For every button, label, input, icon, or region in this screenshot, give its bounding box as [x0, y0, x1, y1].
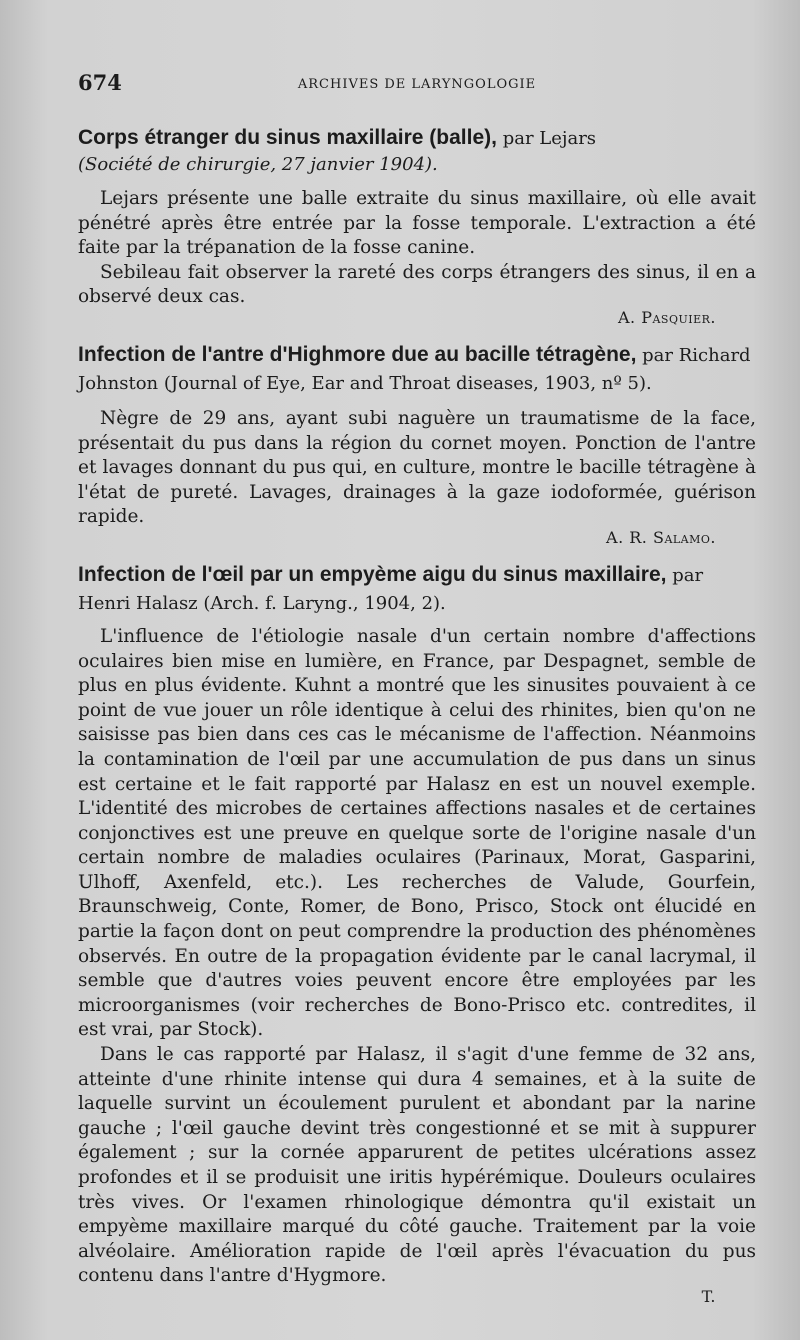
article-title: Corps étranger du sinus maxillaire (balle),	[78, 126, 497, 149]
paragraph: Dans le cas rapporté par Halasz, il s'agit d'une femme de 32 ans, atteinte d'une rhinite intense qui dura 4 semaines, et à la suite de laquelle survint un écoulement purulent et abondant par la narine gauche ; l'œil gauche devint très congestionné et se mit à suppurer également ; sur la cornée apparurent de petites ulcérations assez profondes et il se produisit une iritis hypérémique. Douleurs oculaires très vives. Or l'examen rhinologique démontra qu'il existait un empyème maxillaire marqué du côté gauche. Traitement par la voie alvéolaire. Amélioration rapide de l'œil après l'évacuation du pus contenu dans l'antre d'Hygmore.	[78, 1044, 756, 1287]
article-title: Infection de l'œil par un empyème aigu du sinus maxillaire,	[78, 562, 667, 586]
paragraph: L'influence de l'étiologie nasale d'un certain nombre d'affections oculaires bien mise en lumière, en France, par Despagnet, semble de plus en plus évidente. Kuhnt a montré que les sinusites pouvaient à ce point de vue jouer un rôle identique à celui des rhinites, bien qu'on ne saisisse pas bien dans ces cas le mécanisme de l'affection. Néanmoins la contamination de l'œil par une accumulation de pus dans un sinus est certaine et le fait rapporté par Halasz en est un nouvel exemple. L'identité des microbes de certaines affections nasales et de certaines conjonctives est une preuve en quelque sorte de l'origine nasale d'un certain nombre de maladies oculaires (Parinaux, Morat, Gasparini, Ulhoff, Axenfeld, etc.). Les recherches de Valude, Gourfein, Braunschweig, Conte, Romer, de Bono, Prisco, Stock ont élucidé en partie la façon dont on peut comprendre la production des phénomènes observés. En outre de la propagation évidente par le canal lacrymal, il semble que d'autres voies peuvent encore être employées par les microorganismes (voir recherches de Bono-Prisco etc. contredites, il est vrai, par Stock).	[78, 625, 756, 1041]
article-signature: A. R. Salamo.	[606, 527, 716, 547]
article-heading	[78, 561, 756, 617]
article-signature: T.	[701, 1286, 716, 1306]
article-foreign-body	[78, 124, 756, 327]
article-heading	[78, 124, 756, 152]
journal-title: ARCHIVES DE LARYNGOLOGIE	[297, 77, 537, 92]
article-body	[78, 407, 756, 530]
article-body	[78, 187, 756, 310]
page-number: 674	[78, 70, 122, 95]
article-title: Infection de l'antre d'Highmore due au bacille tétragène,	[78, 342, 637, 366]
paragraph: Sebileau fait observer la rareté des corps étrangers des sinus, il en a observé deux cas.	[78, 261, 756, 308]
article-citation: (Société de chirurgie, 27 janvier 1904).	[78, 154, 438, 175]
article-signature: A. Pasquier.	[617, 307, 716, 327]
article-eye-infection	[78, 561, 756, 1306]
article-body	[78, 625, 756, 1289]
article-heading	[78, 341, 756, 397]
article-byline: par Lejars	[496, 128, 597, 149]
article-byline: par Henri Halasz (Arch. f. Laryng., 1904, 2).	[78, 564, 704, 614]
running-head	[78, 70, 756, 102]
article-tetragene-infection	[78, 341, 756, 547]
paragraph: Lejars présente une balle extraite du sinus maxillaire, où elle avait pénétré après être entrée par la fosse temporale. L'extraction a été faite par la trépanation de la fosse canine.	[78, 188, 756, 259]
article-byline: par Richard Johnston (Journal of Eye, Ear and Throat diseases, 1903, nº 5).	[78, 344, 751, 394]
paragraph: Nègre de 29 ans, ayant subi naguère un traumatisme de la face, présentait du pus dans la région du cornet moyen. Ponction de l'antre et lavages donnant du pus qui, en culture, montre le bacille tétragène à l'état de pureté. Lavages, drainages à la gaze iodoformée, guérison rapide.	[78, 407, 756, 528]
